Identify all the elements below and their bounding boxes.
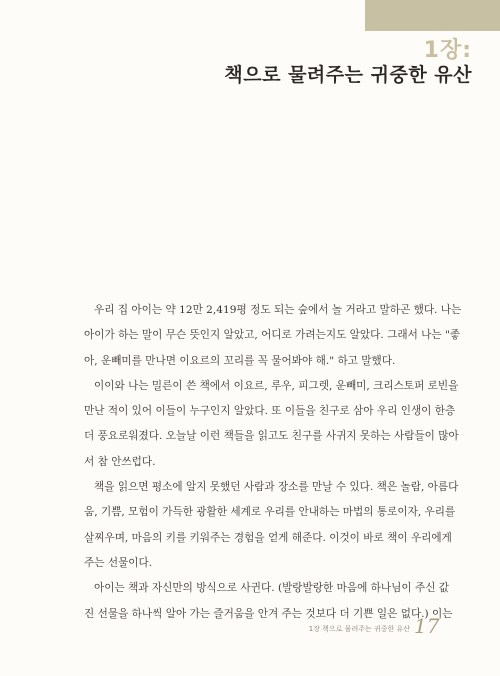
body-line: 살찌우며, 마음의 키를 키워주는 경험을 얻게 해준다. 이것이 바로 책이 우리에게 <box>84 531 452 544</box>
running-footer-title: 1장 책으로 물려주는 귀중한 유산 <box>308 625 410 633</box>
body-line: 만난 적이 있어 이들이 누구인지 알았다. 또 이들을 친구로 삼아 우리 인생이 한층 <box>84 405 456 418</box>
body-line: 움, 기쁨, 모험이 가득한 광활한 세계로 우리를 안내하는 마법의 통로이자, 우리를 <box>84 506 456 519</box>
body-line: 우리 집 아이는 약 12만 2,419평 정도 되는 숲에서 놀 거라고 말하곤 했다. 나는 <box>94 304 462 316</box>
body-line: 이이와 나는 밀른이 쓴 책에서 이요르, 루우, 피그렛, 운빼미, 크리스토퍼 로빈을 <box>94 379 459 392</box>
chapter-number: 1장: <box>423 38 472 63</box>
body-line: 아이가 하는 말이 무슨 뜻인지 알았고, 어디로 가려는지도 알았다. 그래서 나는 "좋 <box>84 329 461 342</box>
body-line: 진 선물을 하나씩 알아 가는 즐거움을 안겨 주는 것보다 더 기쁜 일은 없다.) 이는 <box>84 607 453 620</box>
body-line: 책을 읽으면 평소에 알지 못했던 사람과 장소를 만날 수 있다. 책은 놀람, 아름다 <box>94 481 459 494</box>
body-line: 아이는 책과 자신만의 방식으로 사귄다. (발랑발랑한 마음에 하나님이 주신 값 <box>94 582 450 595</box>
body-line: 주는 선물이다. <box>84 556 153 569</box>
body-line: 서 참 안쓰럽다. <box>84 455 156 468</box>
body-line: 더 풍요로워졌다. 오늘날 이런 책들을 읽고도 친구를 사귀지 못하는 사람들이 많아 <box>84 430 459 443</box>
chapter-header-band <box>365 0 500 31</box>
body-line: 아, 운빼미를 만나면 이요르의 꼬리를 꼭 물어봐야 해." 하고 말했다. <box>84 354 396 367</box>
chapter-title: 책으로 물려주는 귀중한 유산 <box>224 64 472 86</box>
page-number: 17 <box>414 614 440 638</box>
